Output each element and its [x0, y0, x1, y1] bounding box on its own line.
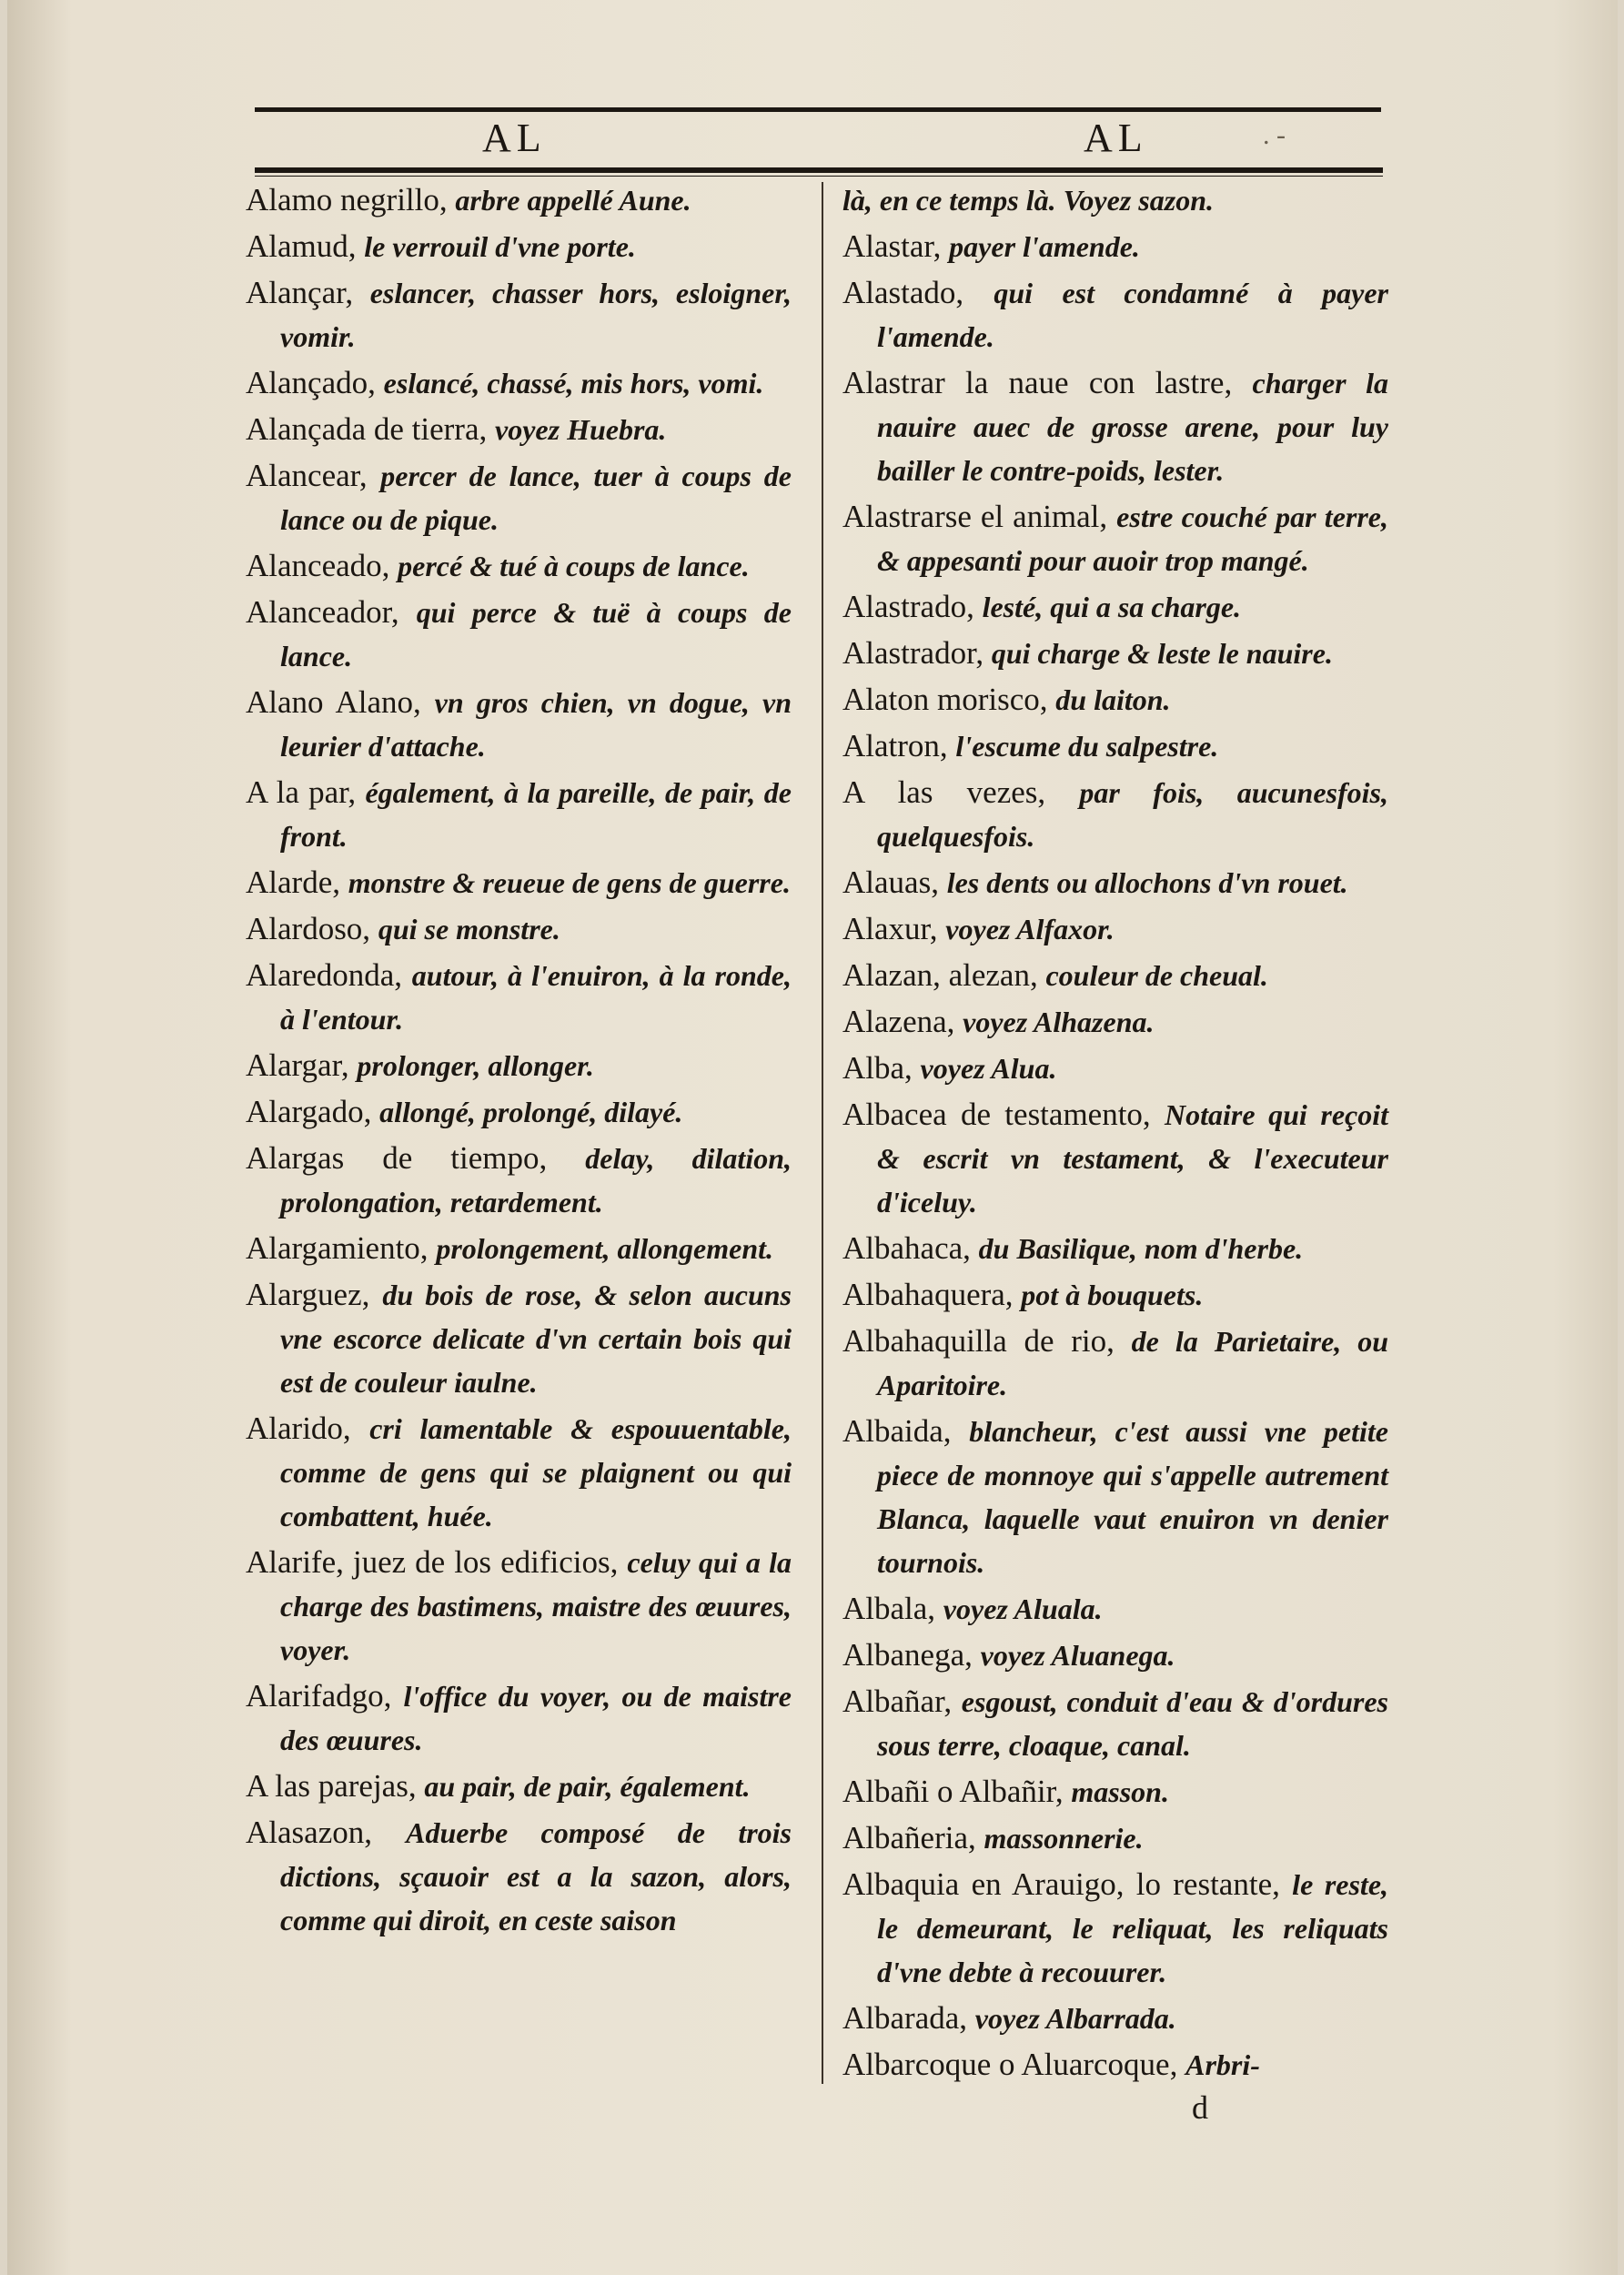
entry-definition: prolongement, allongement. [436, 1232, 773, 1265]
dictionary-entry [842, 1046, 1388, 1090]
dictionary-entry [246, 861, 792, 905]
entry-headword: Alargado, [246, 1094, 372, 1129]
dictionary-entry [246, 1137, 792, 1224]
dictionary-entry [842, 632, 1388, 675]
entry-headword: Alamud, [246, 228, 357, 264]
entry-definition: monstre & reueue de gens de guerre. [348, 866, 791, 899]
entry-definition: voyez Albarrada. [974, 2002, 1176, 2035]
entry-headword: Albacea de testamento, [842, 1097, 1151, 1132]
dictionary-entry [246, 178, 792, 222]
entry-definition: au pair, de pair, également. [424, 1770, 751, 1803]
entry-headword: Alasazon, [246, 1815, 372, 1850]
dictionary-entry [246, 1674, 792, 1762]
dictionary-entry [246, 1090, 792, 1134]
dictionary-entry [842, 1863, 1388, 1994]
entry-headword: Albahaquera, [842, 1277, 1014, 1312]
entry-definition: charger la nauire auec de grosse arene, pour luy bailler le contre-poids, lester. [877, 367, 1389, 487]
entry-definition: celuy qui a la charge des bastimens, maistre des œuures, voyer. [280, 1546, 792, 1666]
dictionary-entry [842, 1770, 1388, 1814]
entry-headword: Albala, [842, 1591, 936, 1626]
dictionary-entry [246, 1227, 792, 1270]
entry-headword: Alanceador, [246, 594, 399, 630]
entry-definition: qui perce & tuë à coups de lance. [280, 596, 792, 672]
entry-headword: Alamo negrillo, [246, 182, 448, 217]
header-ornament: . - [1263, 120, 1286, 150]
column-divider [822, 182, 823, 2084]
entry-definition: Notaire qui reçoit & escrit vn testament, & l'executeur d'iceluy. [877, 1098, 1389, 1218]
entry-definition: prolonger, allonger. [357, 1049, 594, 1082]
entry-headword: Alanceado, [246, 548, 390, 583]
entry-definition: lesté, qui a sa charge. [982, 591, 1242, 623]
dictionary-entry [842, 678, 1388, 722]
entry-definition: également, à la pareille, de pair, de front. [280, 776, 792, 853]
dictionary-entry [246, 1407, 792, 1538]
dictionary-entry [842, 771, 1388, 858]
entry-definition: percé & tué à coups de lance. [398, 550, 750, 582]
entry-definition: eslancer, chasser hors, esloigner, vomir. [280, 277, 792, 353]
dictionary-entry [842, 585, 1388, 629]
entry-definition: voyez Aluala. [943, 1592, 1103, 1625]
running-head-right: AL [1084, 116, 1148, 160]
dictionary-entry [842, 1410, 1388, 1584]
header-rule-bottom [255, 167, 1383, 173]
entry-definition: blancheur, c'est aussi vne petite piece de monnoye qui s'appelle autrement Blanca, laquelle vaut enuiron vn denier tournois. [877, 1415, 1389, 1579]
entry-headword: Alançada de tierra, [246, 411, 488, 447]
dictionary-entry [246, 544, 792, 588]
dictionary-entry [246, 1273, 792, 1404]
dictionary-entry [246, 361, 792, 405]
entry-headword: Alastrar la naue con lastre, [842, 365, 1233, 400]
entry-headword: Alançar, [246, 275, 354, 310]
entry-definition: de la Parietaire, ou Aparitoire. [877, 1325, 1389, 1401]
entry-headword: Alardoso, [246, 911, 371, 946]
entry-definition: voyez Alhazena. [963, 1006, 1155, 1038]
entry-definition: esgoust, conduit d'eau & d'ordures sous terre, cloaque, canal. [877, 1685, 1388, 1762]
entry-definition: massonnerie. [983, 1822, 1144, 1855]
dictionary-entry [246, 681, 792, 768]
entry-headword: Alargas de tiempo, [246, 1140, 548, 1176]
entry-definition: Aduerbe composé de trois dictions, sçauoir est a la sazon, alors, comme qui diroit, en ceste saison [280, 1816, 792, 1936]
entry-headword: Alarguez, [246, 1277, 370, 1312]
entry-headword: Alazan, alezan, [842, 957, 1038, 993]
dictionary-entry [842, 2043, 1388, 2087]
dictionary-entry [246, 954, 792, 1041]
entry-headword: Alastar, [842, 228, 942, 264]
entry-headword: Alarde, [246, 864, 340, 900]
entry-headword: Alano Alano, [246, 684, 421, 720]
entry-headword: Albañar, [842, 1684, 953, 1719]
entry-definition: l'escume du salpestre. [955, 730, 1219, 763]
entry-headword: Alauas, [842, 864, 939, 900]
dictionary-entry [842, 861, 1388, 905]
dictionary-entry [246, 907, 792, 951]
entry-definition: voyez Alfaxor. [945, 913, 1115, 945]
entry-definition: allongé, prolongé, dilayé. [379, 1096, 683, 1128]
entry-headword: Alastrador, [842, 635, 984, 671]
entry-definition: cri lamentable & espouuentable, comme de gens qui se plaignent ou qui combattent, huée. [280, 1412, 792, 1532]
entry-definition: voyez Huebra. [495, 413, 667, 446]
entry-definition: voyez Aluanega. [980, 1639, 1175, 1672]
dictionary-entry [842, 724, 1388, 768]
entry-headword: Alarifadgo, [246, 1678, 392, 1714]
dictionary-entry [842, 1320, 1388, 1407]
catchword: d [1192, 2089, 1208, 2126]
dictionary-entry [842, 495, 1388, 582]
entry-headword: Alaton morisco, [842, 682, 1048, 717]
entry-headword: Alarido, [246, 1410, 351, 1446]
dictionary-entry [246, 591, 792, 678]
entry-definition: le reste, le demeurant, le reliquat, les reliquats d'vne debte à recouurer. [877, 1868, 1389, 1988]
entry-definition: voyez Alua. [920, 1052, 1057, 1085]
dictionary-entry [246, 771, 792, 858]
entry-definition: par fois, aucunesfois, quelquesfois. [877, 776, 1388, 853]
entry-definition: arbre appellé Aune. [455, 184, 691, 217]
entry-definition: Arbri- [1185, 2048, 1260, 2081]
dictionary-entry [842, 954, 1388, 997]
entry-headword: Albarada, [842, 2000, 968, 2036]
dictionary-entry [842, 1680, 1388, 1767]
entry-headword: Albaquia en Arauigo, lo restante, [842, 1866, 1280, 1902]
dictionary-page [7, 0, 1618, 2275]
entry-definition: vn gros chien, vn dogue, vn leurier d'attache. [280, 686, 792, 763]
entry-headword: Alançado, [246, 365, 376, 400]
dictionary-entry [842, 225, 1388, 268]
dictionary-entry [842, 1227, 1388, 1270]
entry-headword: Albarcoque o Aluarcoque, [842, 2047, 1178, 2082]
entry-headword: Albahaca, [842, 1230, 971, 1266]
running-head-left: AL [482, 116, 547, 160]
entry-definition: autour, à l'enuiron, à la ronde, à l'entour. [280, 959, 792, 1036]
entry-definition: le verrouil d'vne porte. [364, 230, 636, 263]
entry-headword: Alastrarse el animal, [842, 499, 1108, 534]
entry-definition: couleur de cheual. [1045, 959, 1268, 992]
entry-definition: du Basilique, nom d'herbe. [978, 1232, 1304, 1265]
entry-definition: là, en ce temps là. Voyez sazon. [842, 184, 1214, 217]
dictionary-entry [842, 178, 1388, 222]
entry-definition: delay, dilation, prolongation, retardement. [280, 1142, 792, 1218]
dictionary-entry [246, 1541, 792, 1672]
dictionary-entry [842, 1000, 1388, 1044]
entry-headword: Albanega, [842, 1637, 973, 1673]
entry-headword: Albahaquilla de rio, [842, 1323, 1115, 1359]
entry-headword: Alaxur, [842, 911, 938, 946]
header-rule-top [255, 107, 1381, 112]
entry-definition: pot à bouquets. [1021, 1279, 1204, 1311]
entry-definition: masson. [1071, 1775, 1169, 1808]
entry-definition: du laiton. [1055, 683, 1171, 716]
entry-headword: Alastado, [842, 275, 964, 310]
entry-definition: l'office du voyer, ou de maistre des œuures. [280, 1680, 792, 1756]
dictionary-entry [842, 271, 1388, 359]
entry-headword: Alatron, [842, 728, 948, 763]
dictionary-entry [842, 1273, 1388, 1317]
entry-definition: les dents ou allochons d'vn rouet. [946, 866, 1348, 899]
dictionary-entry [246, 408, 792, 451]
entry-headword: Alazena, [842, 1004, 955, 1039]
dictionary-entry [842, 1633, 1388, 1677]
dictionary-entry [842, 1587, 1388, 1631]
dictionary-entry [246, 1811, 792, 1942]
entry-definition: eslancé, chassé, mis hors, vomi. [383, 367, 764, 399]
dictionary-entry [246, 225, 792, 268]
entry-headword: Alarife, juez de los edificios, [246, 1544, 619, 1580]
left-column [246, 178, 792, 1945]
entry-definition: percer de lance, tuer à coups de lance ou de pique. [280, 460, 792, 536]
dictionary-entry [842, 361, 1388, 492]
dictionary-entry [842, 907, 1388, 951]
dictionary-entry [246, 1764, 792, 1808]
right-column [842, 178, 1388, 2089]
entry-headword: A la par, [246, 774, 357, 810]
header-rule-thin [255, 176, 1383, 177]
entry-definition: payer l'amende. [949, 230, 1140, 263]
dictionary-entry [246, 271, 792, 359]
entry-headword: Alastrado, [842, 589, 974, 624]
entry-definition: du bois de rose, & selon aucuns vne escorce delicate d'vn certain bois qui est de couleur iaulne. [280, 1279, 792, 1399]
dictionary-entry [842, 1997, 1388, 2040]
dictionary-entry [246, 1044, 792, 1087]
entry-headword: Alancear, [246, 458, 368, 493]
entry-headword: Alaredonda, [246, 957, 403, 993]
entry-headword: Albañeria, [842, 1820, 976, 1855]
entry-definition: estre couché par terre, & appesanti pour auoir trop mangé. [877, 500, 1389, 577]
entry-headword: A las parejas, [246, 1768, 417, 1804]
dictionary-entry [842, 1816, 1388, 1860]
entry-headword: Alba, [842, 1050, 913, 1086]
entry-headword: Albaida, [842, 1413, 952, 1449]
entry-definition: qui se monstre. [378, 913, 560, 945]
dictionary-entry [246, 454, 792, 541]
entry-headword: Alargar, [246, 1047, 349, 1083]
entry-headword: A las vezes, [842, 774, 1046, 810]
dictionary-entry [842, 1093, 1388, 1224]
entry-definition: qui est condamné à payer l'amende. [877, 277, 1389, 353]
entry-headword: Albañi o Albañir, [842, 1774, 1064, 1809]
entry-headword: Alargamiento, [246, 1230, 429, 1266]
entry-definition: qui charge & leste le nauire. [991, 637, 1333, 670]
